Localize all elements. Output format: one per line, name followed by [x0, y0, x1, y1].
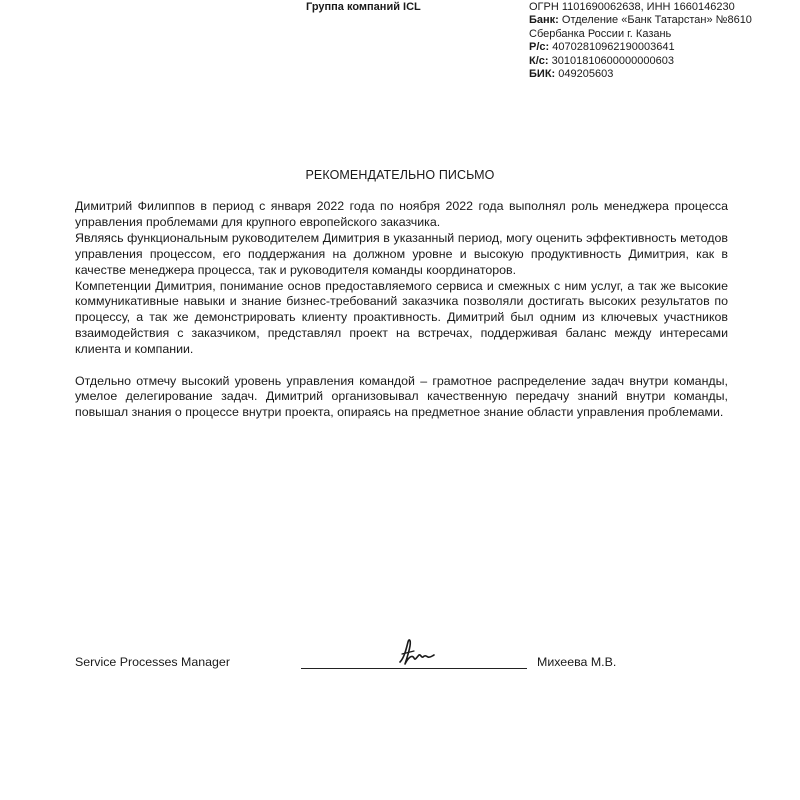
body-paragraph: Компетенции Димитрия, понимание основ предоставляемого сервиса и смежных с ним услуг, а так же высокие коммуникативные навыки и знание бизнес-требований заказчика позволяли достигать высоких результатов по процессу, а так же демонстрировать клиенту проактивность. Димитрий был одним из ключевых участников взаимодействия с заказчиком, представлял проект на встречах, поддерживая баланс между интересами клиента и компании.	[75, 278, 728, 357]
cropped-email-line	[529, 0, 752, 1]
company-group-name: Группа компаний ICL	[306, 1, 421, 13]
bank-detail-line: Р/с: 40702810962190003641	[529, 41, 675, 54]
bank-detail-line: ОГРН 1101690062638, ИНН 1660146230	[529, 1, 735, 13]
body-paragraph: Отдельно отмечу высокий уровень управления командой – грамотное распределение задач внутри команды, умелое делегирование задач. Димитрий организовывал качественную передачу знаний внутри команды, повышал знания о процессе внутри проекта, опираясь на предметное знание области управления проблемами.	[75, 373, 728, 420]
bank-detail-line: БИК: 049205603	[529, 68, 614, 81]
cropped-header-line	[306, 0, 421, 1]
letter-title: РЕКОМЕНДАТЕЛЬНО ПИСЬМО	[305, 168, 495, 182]
bank-detail-line: Сбербанка России г. Казань	[529, 27, 672, 40]
handwritten-signature-icon	[396, 636, 436, 668]
signature-line	[301, 668, 527, 669]
bank-detail-line: Банк: Отделение «Банк Татарстан» №8610	[529, 14, 752, 27]
body-paragraph: Димитрий Филиппов в период с января 2022 года по ноября 2022 года выполнял роль менеджера процесса управления проблемами для крупного европейского заказчика.	[75, 199, 728, 229]
body-paragraph: Являясь функциональным руководителем Димитрия в указанный период, могу оценить эффективность методов управления процессом, его поддержания на должном уровне и высокую продуктивность Димитрия, как в качестве менеджера процесса, так и руководителя команды координаторов.	[75, 230, 728, 277]
bank-detail-line: К/с: 30101810600000000603	[529, 54, 674, 67]
letter-body	[75, 199, 728, 421]
signer-role: Service Processes Manager	[75, 655, 230, 669]
company-header	[306, 0, 421, 14]
bank-details	[529, 0, 752, 81]
signer-name: Михеева М.В.	[537, 655, 617, 669]
